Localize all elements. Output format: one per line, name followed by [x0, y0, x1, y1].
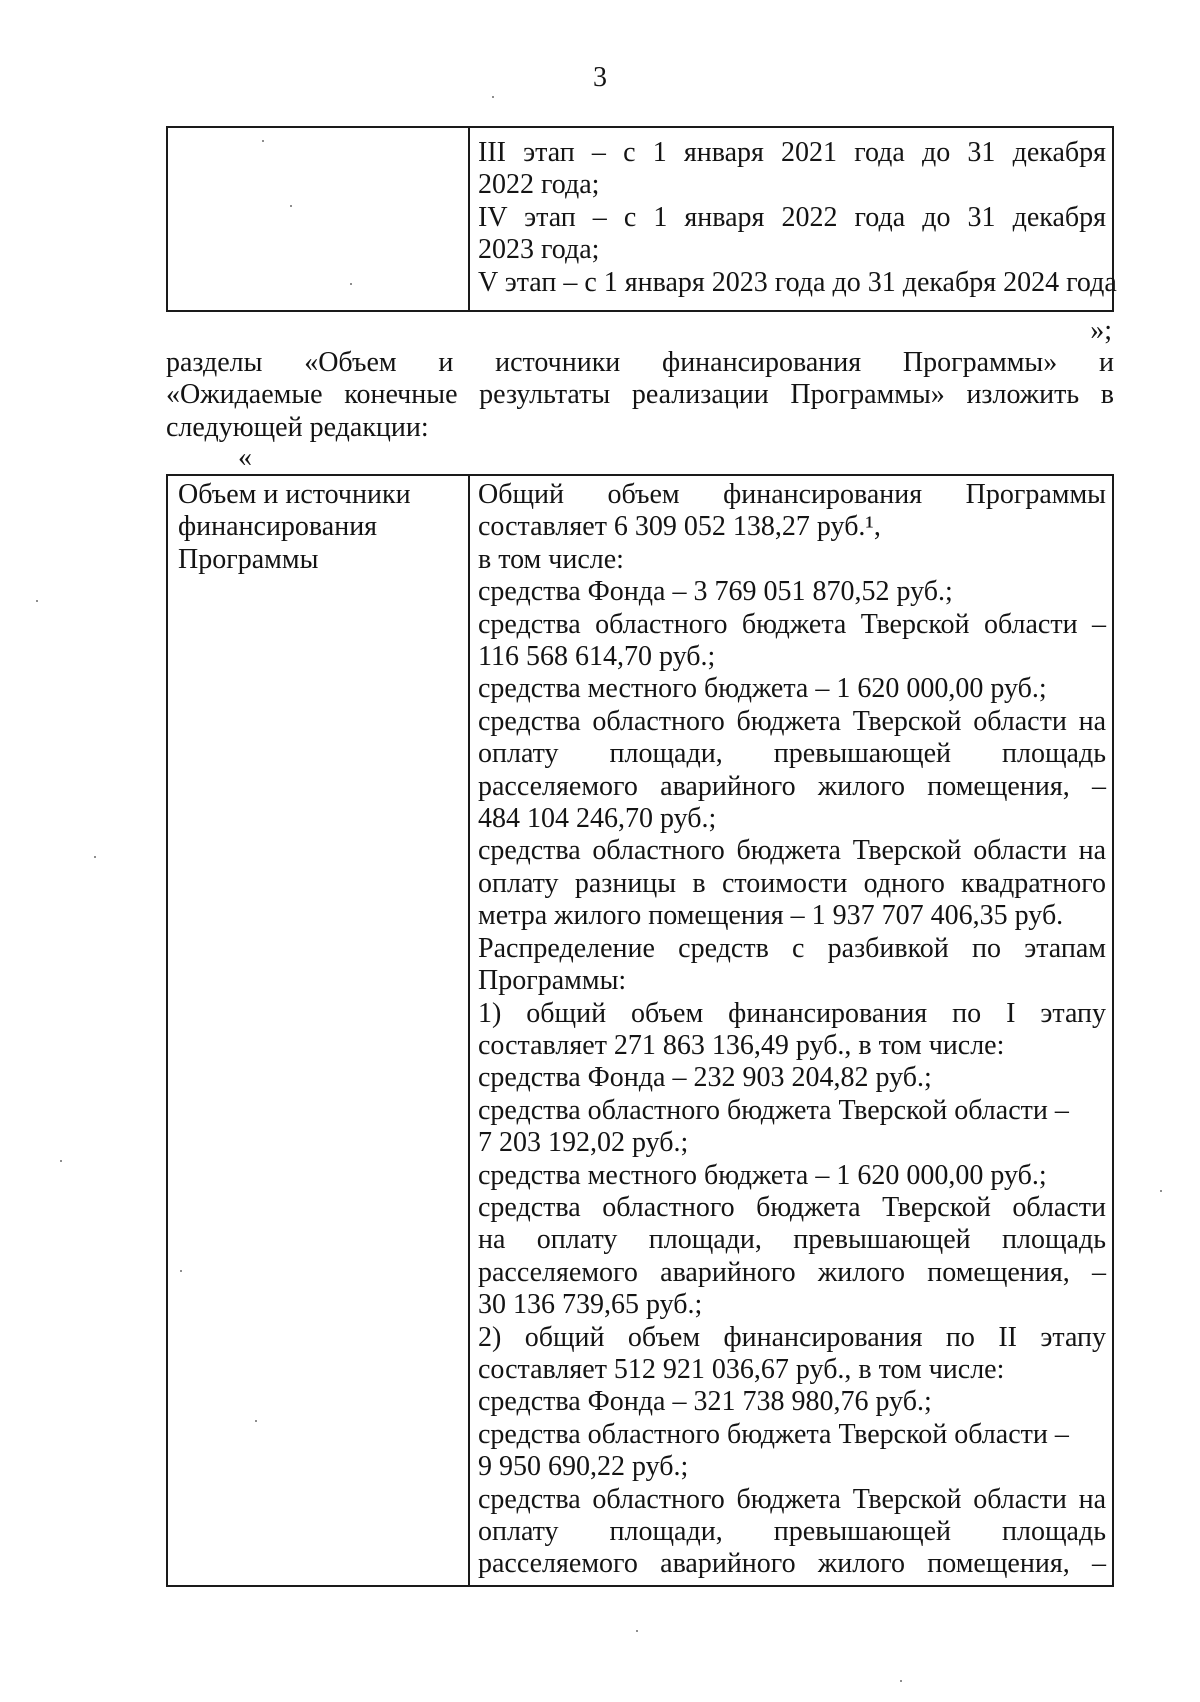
financing-line: средства областного бюджета Тверской области – [478, 1418, 1069, 1450]
financing-line: расселяемого аварийного жилого помещения, – [478, 770, 1106, 802]
financing-line: оплату разницы в стоимости одного квадратного [478, 867, 1106, 899]
financing-table-left-cell [178, 479, 458, 576]
stages-table-right-cell [478, 137, 1117, 299]
financing-line: средства областного бюджета Тверской области на [478, 705, 1106, 737]
financing-line: средства Фонда – 321 738 980,76 руб.; [478, 1386, 932, 1418]
financing-line: 2) общий объем финансирования по II этапу [478, 1321, 1106, 1353]
financing-line: составляет 6 309 052 138,27 руб.¹, [478, 511, 881, 543]
financing-line: средства областного бюджета Тверской области – [478, 1094, 1069, 1126]
financing-line: на оплату площади, превышающей площадь [478, 1224, 1106, 1256]
scan-speck [290, 205, 292, 207]
financing-line: Программы: [478, 965, 627, 997]
scan-speck [255, 1420, 257, 1422]
financing-table [166, 474, 1114, 1587]
closing-quote: »; [1090, 315, 1112, 346]
amendment-paragraph [166, 347, 1114, 444]
financing-line: 116 568 614,70 руб.; [478, 641, 716, 673]
scan-speck [1160, 1190, 1162, 1192]
financing-line: 9 950 690,22 руб.; [478, 1451, 689, 1483]
scan-speck [36, 600, 38, 602]
scan-speck [350, 283, 352, 285]
financing-line: средства Фонда – 232 903 204,82 руб.; [478, 1062, 932, 1094]
scan-speck [636, 1630, 638, 1632]
scan-speck [492, 96, 494, 98]
stage-line: 2023 года; [478, 234, 600, 266]
scan-speck [180, 1270, 182, 1272]
stage-line: 2022 года; [478, 169, 600, 201]
financing-line: Распределение средств с разбивкой по этапам [478, 932, 1106, 964]
section-title-line: Объем и источники [178, 479, 411, 510]
financing-line: в том числе: [478, 543, 624, 575]
paragraph-line: следующей редакции: [166, 411, 429, 443]
financing-line: средства местного бюджета – 1 620 000,00 руб.; [478, 1159, 1047, 1191]
financing-line: средства областного бюджета Тверской области [478, 1191, 1106, 1223]
financing-line: расселяемого аварийного жилого помещения, – [478, 1256, 1106, 1288]
financing-line: составляет 271 863 136,49 руб., в том числе: [478, 1029, 1005, 1061]
financing-line: Общий объем финансирования Программы [478, 479, 1106, 510]
financing-line: 1) общий объем финансирования по I этапу [478, 997, 1106, 1029]
scan-speck [262, 140, 264, 142]
financing-line: 30 136 739,65 руб.; [478, 1289, 703, 1321]
scan-speck [60, 1160, 62, 1162]
page-number: 3 [593, 62, 607, 93]
stages-table-column-divider [468, 128, 470, 310]
paragraph-line: разделы «Объем и источники финансирования Программы» и [166, 347, 1114, 378]
financing-line: метра жилого помещения – 1 937 707 406,35 руб. [478, 900, 1064, 932]
financing-line: средства областного бюджета Тверской области на [478, 1483, 1106, 1515]
financing-line: оплату площади, превышающей площадь [478, 738, 1106, 770]
stage-line: III этап – с 1 января 2021 года до 31 декабря [478, 137, 1106, 168]
financing-table-right-cell [478, 479, 1106, 1581]
section-title-line: Программы [178, 543, 319, 575]
financing-line: составляет 512 921 036,67 руб., в том числе: [478, 1353, 1005, 1385]
scan-speck [94, 856, 96, 858]
financing-line: средства областного бюджета Тверской области на [478, 835, 1106, 867]
financing-line: средства местного бюджета – 1 620 000,00 руб.; [478, 673, 1047, 705]
financing-line: средства областного бюджета Тверской области – [478, 608, 1106, 640]
financing-line: 484 104 246,70 руб.; [478, 803, 717, 835]
stage-line: V этап – с 1 января 2023 года до 31 декабря 2024 года [478, 266, 1117, 298]
stage-line: IV этап – с 1 января 2022 года до 31 декабря [478, 201, 1106, 233]
financing-line: средства Фонда – 3 769 051 870,52 руб.; [478, 576, 953, 608]
financing-line: 7 203 192,02 руб.; [478, 1127, 689, 1159]
opening-quote: « [238, 442, 252, 473]
financing-table-column-divider [468, 476, 470, 1585]
financing-line: расселяемого аварийного жилого помещения, – [478, 1548, 1106, 1580]
financing-line: оплату площади, превышающей площадь [478, 1516, 1106, 1547]
paragraph-line: «Ожидаемые конечные результаты реализации Программы» изложить в [166, 379, 1114, 411]
section-title-line: финансирования [178, 511, 378, 543]
stages-table [166, 126, 1117, 312]
scan-speck [900, 1680, 902, 1682]
